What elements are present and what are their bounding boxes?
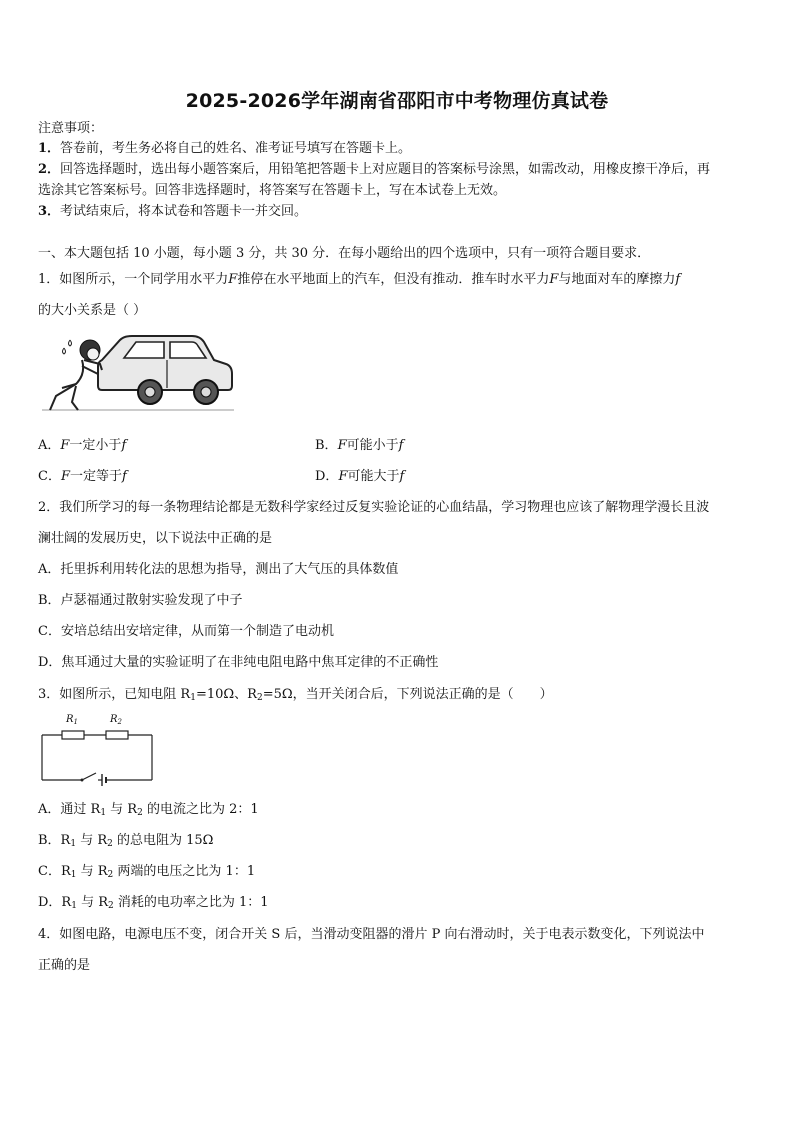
q3-option-d: [38, 894, 269, 915]
option-text: 与 R: [76, 895, 109, 910]
subscript: 2: [107, 839, 113, 849]
notice-item-2-continued: 选涂其它答案标号。回答非选择题时，将答案写在答题卡上，写在本试卷上无效。: [38, 183, 507, 198]
option-text: 两端的电压之比为 1：1: [113, 864, 256, 879]
notice-item-number: 1．: [38, 141, 61, 156]
q1-text: 推停在水平地面上的汽车，但没有推动．推车时水平力: [237, 272, 550, 287]
notice-item-text: 回答选择题时，选出每小题答案后，用铅笔把答题卡上对应题目的答案标号涂黑，如需改动，用橡皮擦干净后，再: [60, 162, 711, 177]
q1-text: 与地面对车的摩擦力: [558, 272, 676, 287]
question-4-line-1: 4．如图电路，电源电压不变，闭合开关 S 后，当滑动变阻器的滑片 P 向右滑动时，关于电表示数变化，下列说法中: [38, 927, 705, 942]
force-symbol: F: [337, 438, 347, 453]
r2-label: [110, 714, 122, 726]
option-text: 与 R: [76, 864, 108, 879]
friction-symbol: f: [675, 272, 681, 287]
q3-option-a: [38, 801, 259, 822]
subscript: 2: [107, 870, 114, 880]
subscript: 1: [70, 870, 77, 880]
option-text: 可能大于: [347, 469, 400, 484]
question-2-line-1: 2．我们所学习的每一条物理结论都是无数科学家经过反复实验论证的心血结晶，学习物理也应该了解物理学漫长且波: [38, 500, 710, 515]
notice-item-2: [38, 161, 710, 179]
q2-option-d: D．焦耳通过大量的实验证明了在非纯电阻电路中焦耳定律的不正确性: [38, 655, 439, 670]
notice-item-3: [38, 203, 307, 221]
q3-option-b: [38, 832, 213, 853]
question-1-line-2: 的大小关系是（ ）: [38, 303, 147, 318]
force-symbol: F: [228, 272, 238, 287]
notice-item-number: 3．: [38, 204, 61, 219]
question-2-line-2: 澜壮阔的发展历史，以下说法中正确的是: [38, 531, 273, 546]
force-symbol: F: [60, 469, 70, 484]
q1-option-b: [315, 437, 403, 455]
question-4-line-2: 正确的是: [38, 958, 91, 973]
notice-heading: 注意事项：: [38, 121, 104, 136]
friction-symbol: f: [122, 469, 127, 484]
option-text: 的总电阻为 15Ω: [112, 833, 214, 848]
switch-pivot: [81, 779, 84, 782]
q3-text: =5Ω，当开关闭合后，下列说法正确的是（ ）: [262, 687, 553, 702]
force-symbol: F: [549, 272, 559, 287]
q1-option-d: [315, 468, 404, 486]
force-symbol: F: [60, 438, 70, 453]
option-text: B．R: [38, 833, 71, 848]
subscript: 1: [71, 901, 77, 911]
question-1-line-1: [38, 271, 680, 289]
question-3-line-1: [38, 686, 553, 707]
subscript: 2: [117, 718, 122, 726]
resistor-symbol: R: [66, 714, 74, 725]
friction-symbol: f: [399, 469, 405, 484]
option-text: 与 R: [106, 802, 138, 817]
notice-item-text: 答卷前，考生务必将自己的姓名、准考证号填写在答题卡上。: [60, 141, 412, 156]
q2-option-a: A．托里拆利用转化法的思想为指导，测出了大气压的具体数值: [38, 562, 399, 577]
q1-option-a: [38, 437, 126, 455]
q3-text: 3．如图所示，已知电阻 R: [38, 687, 191, 702]
r1-label: [66, 714, 78, 726]
option-text: 与 R: [76, 833, 108, 848]
section-heading: 一、本大题包括 10 小题，每小题 3 分，共 30 分．在每小题给出的四个选项中，只有一项符合题目要求．: [38, 246, 651, 261]
option-text: A．通过 R: [38, 802, 101, 817]
q1-option-c: [38, 468, 127, 486]
option-label: C．: [38, 469, 61, 484]
subscript: 2: [108, 901, 114, 911]
car-push-illustration: [42, 330, 234, 416]
friction-symbol: f: [121, 438, 127, 453]
option-text: 一定等于: [69, 469, 122, 484]
q3-text: =10Ω、R: [195, 687, 257, 702]
subscript: 1: [73, 718, 78, 726]
option-text: 可能小于: [346, 438, 399, 453]
q3-option-c: [38, 863, 255, 884]
option-label: A．: [38, 438, 61, 453]
notice-item-1: [38, 140, 411, 158]
subscript: 2: [137, 808, 143, 818]
friction-symbol: f: [398, 438, 404, 453]
force-symbol: F: [338, 469, 348, 484]
option-text: 的电流之比为 2：1: [142, 802, 259, 817]
option-text: C．R: [38, 864, 71, 879]
series-circuit-diagram: [38, 726, 156, 786]
subscript: 1: [190, 693, 196, 703]
q1-text: 1．如图所示，一个同学用水平力: [38, 272, 229, 287]
q2-option-c: C．安培总结出安培定律，从而第一个制造了电动机: [38, 624, 334, 639]
notice-item-number: 2．: [38, 162, 61, 177]
option-text: 消耗的电功率之比为 1：1: [113, 895, 269, 910]
subscript: 2: [256, 693, 263, 703]
option-text: 一定小于: [69, 438, 122, 453]
notice-item-text: 考试结束后，将本试卷和答题卡一并交回。: [60, 204, 308, 219]
option-label: B．: [315, 438, 338, 453]
option-label: D．: [315, 469, 339, 484]
page-title: 2025-2026学年湖南省邵阳市中考物理仿真试卷: [185, 90, 609, 112]
resistor-symbol: R: [110, 714, 118, 725]
subscript: 1: [70, 839, 77, 849]
subscript: 1: [100, 808, 107, 818]
option-text: D．R: [38, 895, 72, 910]
q2-option-b: B．卢瑟福通过散射实验发现了中子: [38, 593, 243, 608]
